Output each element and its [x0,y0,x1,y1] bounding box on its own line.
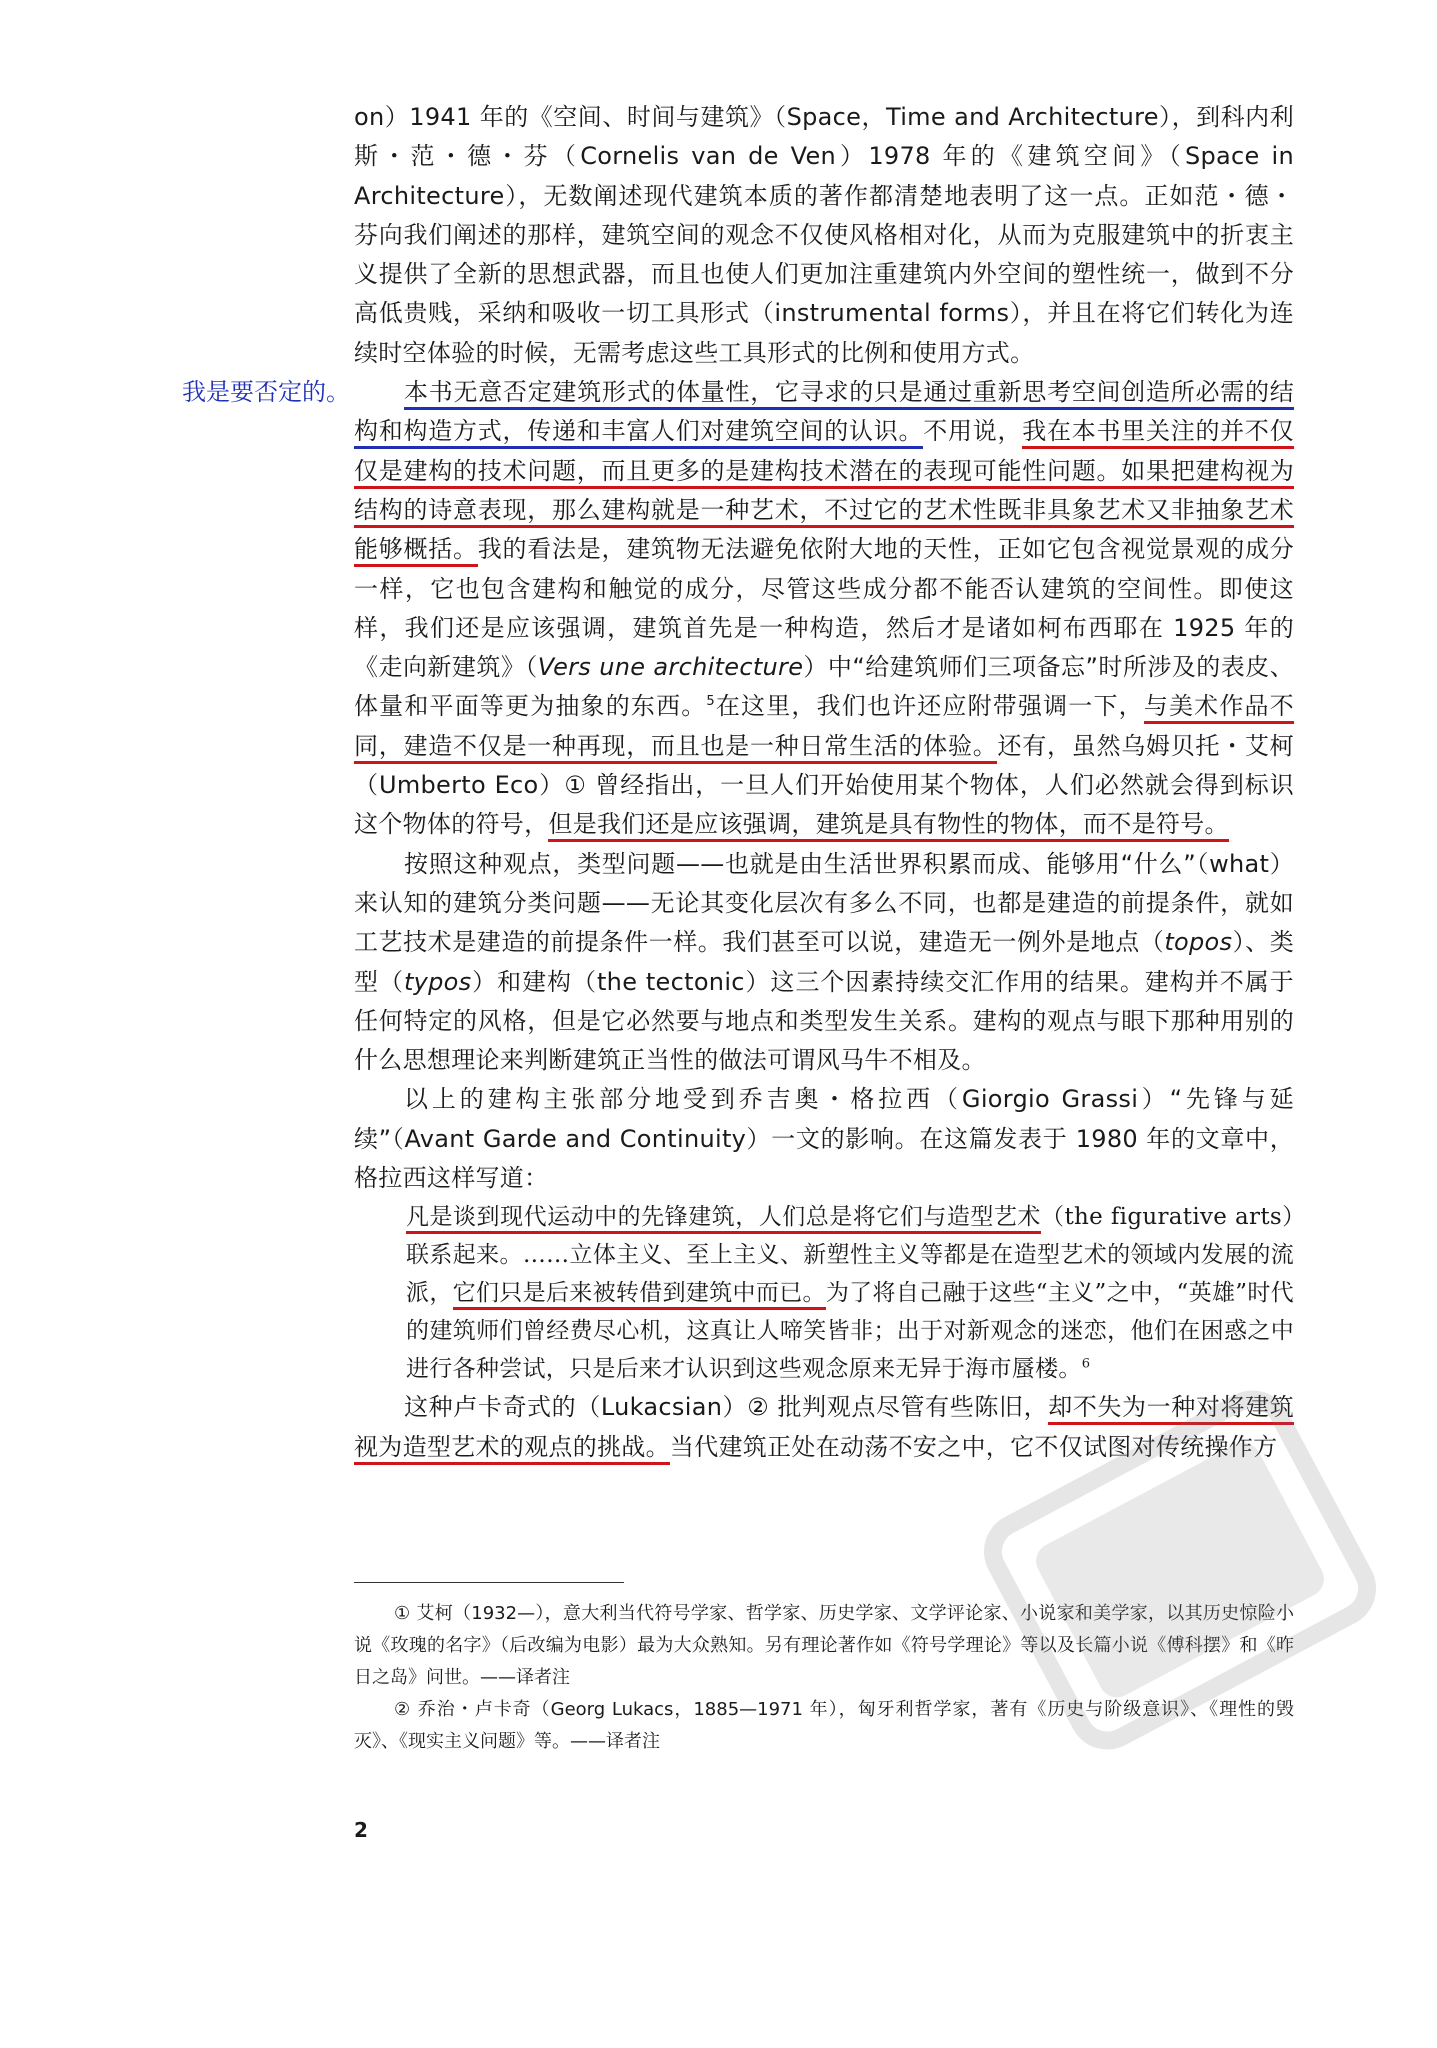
paragraph-2-text-2: 我的看法是，建筑物无法避免依附大地的天性，正如它包含视觉景观的成分一样，它也包含建构和触觉的成分，尽管这些成分都不能否认建筑的空间性。即使这样，我们还是应该强调，建筑首先是一种构造，然后才是诸如柯布西耶在 1925 年的《走向新建筑》（ [354,535,1294,682]
footnote-divider [354,1582,624,1583]
quote-red-highlight-1: 凡是谈到现代运动中的先锋建筑，人们总是将它们与造型艺术 [406,1204,1041,1234]
red-highlight-1: 我在本书里关注的并不仅仅是建构的技术问题，而且更多的是建构技术潜在的表现可能性问题。如果把建构视为结构的诗意表现，那么建构就是一种艺术，不过它的艺术性既非具象艺术又非抽象艺术能够概括。 [354,417,1294,567]
paragraph-2-text-5: 还有，虽然乌姆贝托・艾柯（Umberto Eco）① 曾经指出，一旦人们开始使用某个物体，人们必然就会得到标识这个物体的符号， [354,731,1294,839]
blue-highlight: 本书无意否定建筑形式的体量性，它寻求的只是通过重新思考空间创造所必需的结构和构造方式，传递和丰富人们对建筑空间的认识。 [354,378,1294,449]
page-number: 2 [354,1818,368,1842]
red-highlight-3: 但是我们还是应该强调，建筑是具有物性的物体，而不是符号。 [548,810,1228,842]
watermark-seal-icon [960,1380,1400,1760]
paragraph-1 [354,98,1294,373]
paragraph-5-text-1: 这种卢卡奇式的（Lukacsian）② 批判观点尽管有些陈旧， [404,1393,1049,1422]
term-typos: typos [403,967,472,996]
red-highlight-2: 与美术作品不同，建造不仅是一种再现，而且也是一种日常生活的体验。 [354,692,1294,763]
body-text [354,98,1294,1467]
block-quote [406,1198,1294,1388]
quote-red-highlight-2: 它们只是后来被转借到建筑中而已。 [453,1280,826,1310]
paragraph-5-text-2: 当代建筑正处在动荡不安之中，它不仅试图对传统操作方 [669,1432,1278,1461]
quote-text-1: （the figurative arts）联系起来。……立体主义、至上主义、新塑性主义等都是在造型艺术的领域内发展的流派， [406,1204,1294,1307]
red-highlight-4: 却不失为一种对将建筑视为造型艺术的观点的挑战。 [354,1393,1294,1464]
margin-annotation: 我是要否定的。 [182,378,350,406]
paragraph-3-text-a: 按照这种观点，类型问题——也就是由生活世界积累而成、能够用“什么”（what）来认知的建筑分类问题——无论其变化层次有多么不同，也都是建造的前提条件，就如工艺技术是建造的前提条件一样。我们甚至可以说，建造无一例外是地点（ [354,849,1294,957]
note-ref-5: 5 [706,694,715,710]
quote-text-2: 为了将自己融于这些“主义”之中，“英雄”时代的建筑师们曾经费尽心机，这真让人啼笑皆非；出于对新观念的迷恋，他们在困惑之中进行各种尝试，只是后来才认识到这些观念原来无异于海市蜃楼。 [406,1280,1294,1383]
note-ref-6: 6 [1081,1356,1091,1372]
paragraph-3-text-c: ）和建构（the tectonic）这三个因素持续交汇作用的结果。建构并不属于任何特定的风格，但是它必然要与地点和类型发生关系。建构的观点与眼下那种用别的什么思想理论来判断建筑正当性的做法可谓风马牛不相及。 [354,967,1294,1075]
footnote-1: ① 艾柯（1932—），意大利当代符号学家、哲学家、历史学家、文学评论家、小说家和美学家，以其历史惊险小说《玫瑰的名字》（后改编为电影）最为大众熟知。另有理论著作如《符号学理论》等以及长篇小说《傅科摆》和《昨日之岛》问世。——译者注 [354,1603,1294,1688]
paragraph-2-text-3: ）中“给建筑师们三项备忘”时所涉及的表皮、体量和平面等更为抽象的东西。 [354,653,1295,721]
paragraph-3-text-b: ）、类型（ [354,928,1294,996]
paragraph-1-text: on）1941 年的《空间、时间与建筑》（Space，Time and Architecture），到科内利斯・范・德・芬（Cornelis van de Ven）1978 年的《建筑空间》（Space in Architecture），无数阐述现代建筑本质的著作都清楚地表明了这一点。正如范・德・芬向我们阐述的那样，建筑空间的观念不仅使风格相对化，从而为克服建筑中的折衷主义提供了全新的思想武器，而且也使人们更加注重建筑内外空间的塑性统一，做到不分高低贵贱，采纳和吸收一切工具形式（instrumental forms），并且在将它们转化为连续时空体验的时候，无需考虑这些工具形式的比例和使用方式。 [354,103,1294,367]
term-topos: topos [1164,928,1233,957]
paragraph-2-text-4: 在这里，我们也许还应附带强调一下， [715,692,1144,721]
book-title-italic: Vers une architecture [537,653,804,682]
paragraph-3 [354,845,1294,1081]
paragraph-2 [354,373,1294,845]
footnote-2: ② 乔治・卢卡奇（Georg Lukacs，1885—1971 年），匈牙利哲学家，著有《历史与阶级意识》、《理性的毁灭》、《现实主义问题》等。——译者注 [354,1699,1294,1752]
paragraph-4 [354,1080,1294,1198]
paragraph-4-text: 以上的建构主张部分地受到乔吉奥・格拉西（Giorgio Grassi）“先锋与延续”（Avant Garde and Continuity）一文的影响。在这篇发表于 1980 年的文章中，格拉西这样写道： [354,1085,1294,1193]
paragraph-2-text-1: 不用说， [923,417,1023,446]
